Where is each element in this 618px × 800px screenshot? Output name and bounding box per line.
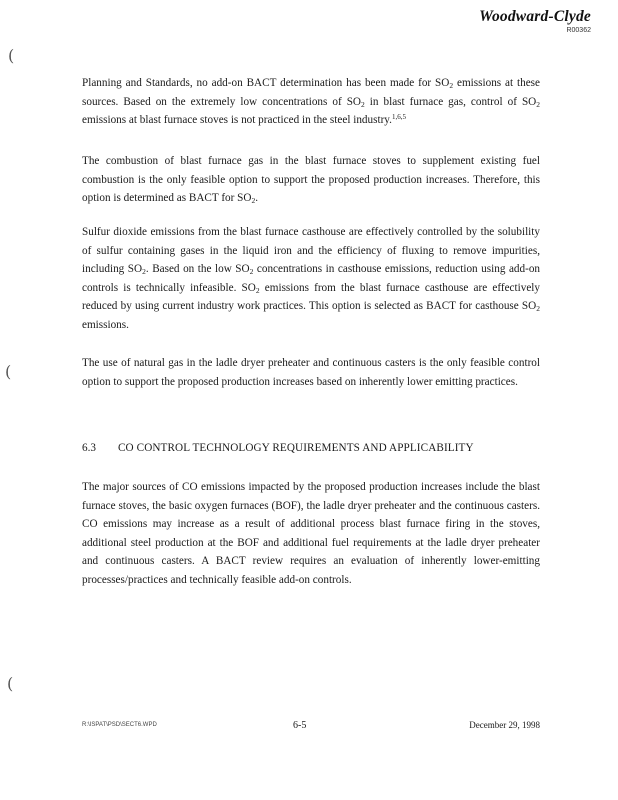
company-logo [479,8,591,34]
paragraph-so2-casthouse: Sulfur dioxide emissions from the blast furnace casthouse are effectively controlled by the solubility of sulfur containing gases in the liquid iron and the efficiency of fluxing to remove impurities, including $SO_2$. Based on the low $SO_2$ concentrations in casthouse emissions, reduction using add-on controls is technically infeasible. $SO_2$ emissions from the blast furnace casthouse are effectively reduced by using current industry work practices. This option is selected as BACT for casthouse $SO_2$ emissions. [82,226,541,331]
paragraph-natural-gas: The use of natural gas in the ladle dryer preheater and continuous casters is the only feasible control option to support the proposed production increases based on inherently lower emitting practices. [82,357,540,388]
logo-name: Woodward-Clyde [479,8,591,25]
footer-file-path: R:\ISPAT\PSD\SECT6.WPD [82,722,157,728]
section-heading [82,442,474,454]
logo-code: R00362 [566,27,591,34]
paragraph-co-sources: The major sources of CO emissions impacted by the proposed production increases include the blast furnace stoves, the basic oxygen furnaces (BOF), the ladle dryer preheater and the continuous casters. CO emissions may increase as a result of additional process blast furnace firing in the stoves, additional steel production at the BOF and additional fuel requirements at the ladle dryer preheater and continuous casters. A BACT review requires an evaluation of inherently lower-emitting processes/practices and technically feasible add-on controls. [82,481,540,586]
paragraph-so2-bact-stoves: The combustion of blast furnace gas in the blast furnace stoves to supplement existing fuel combustion is the only feasible option to support the proposed production increases. Therefore, this option is determined as BACT for $SO_2$. [82,155,540,206]
section-number: 6.3 [82,442,96,454]
punch-hole-mark: ( [8,46,15,65]
punch-hole-mark: ( [7,674,14,693]
paragraph-so2-stoves: Planning and Standards, no add-on BACT determination has been made for $SO_2$ emissions at these sources. Based on the extremely low concentrations of $SO_2$ in blast furnace gas, control of $SO_2$ emissions at blast furnace stoves is not practiced in the steel industry.$^{1,6,5}$ [82,77,540,127]
section-title: CO CONTROL TECHNOLOGY REQUIREMENTS AND APPLICABILITY [118,442,474,454]
footer-page-number: 6-5 [293,720,307,731]
footer-date: December 29, 1998 [469,720,540,730]
punch-hole-mark: ( [5,362,12,381]
